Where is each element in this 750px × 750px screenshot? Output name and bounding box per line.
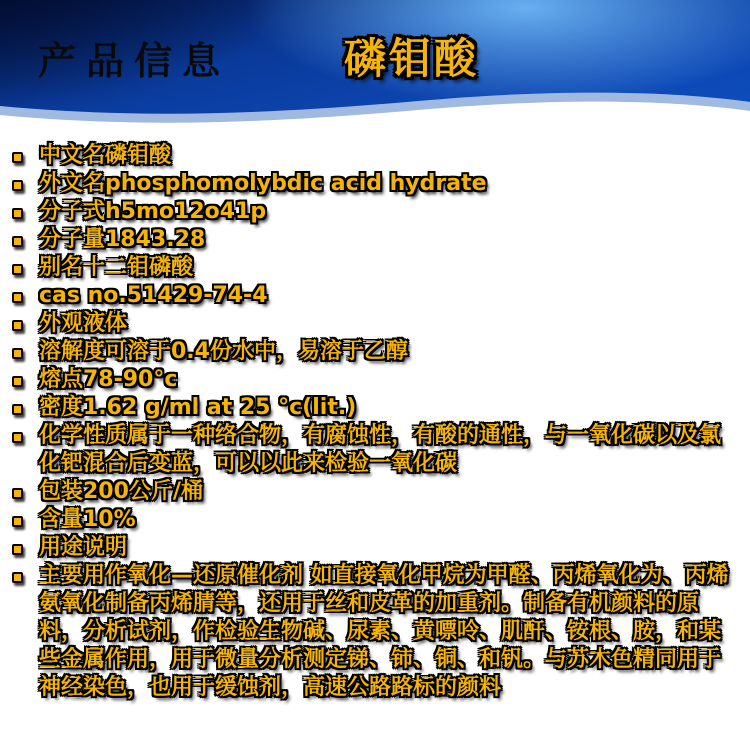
list-item xyxy=(10,226,734,254)
bullet-square-icon xyxy=(12,516,23,527)
page-title: 产品信息 xyxy=(38,39,231,83)
bullet-square-icon xyxy=(12,152,23,163)
bullet-square-icon xyxy=(12,432,23,443)
list-item-text: 化学性质属于一种络合物，有腐蚀性，有酸的通性，与一氧化碳以及氯化钯混合后变蓝，可以以此来检验一氧化碳 xyxy=(39,423,722,476)
bullet-square-icon xyxy=(12,320,23,331)
bullet-square-icon xyxy=(12,544,23,555)
list-item-text: 外文名phosphomolybdic acid hydrate xyxy=(39,171,487,196)
list-item xyxy=(10,534,734,562)
bullet-square-icon xyxy=(12,488,23,499)
list-item-text: 包装200公斤/桶 xyxy=(39,479,203,504)
wave-decoration xyxy=(0,0,750,130)
list-item xyxy=(10,282,734,310)
list-item xyxy=(10,338,734,366)
product-name-title: 磷钼酸 xyxy=(344,34,480,83)
bullet-square-icon xyxy=(12,292,23,303)
list-item-text: 分子量1843.28 xyxy=(39,227,206,252)
list-item xyxy=(10,394,734,422)
list-item-text: 含量10% xyxy=(39,507,136,532)
bullet-square-icon xyxy=(12,208,23,219)
list-item-text: cas no.51429-74-4 xyxy=(39,283,268,308)
list-item xyxy=(10,170,734,198)
list-item xyxy=(10,422,734,478)
list-item xyxy=(10,310,734,338)
bullet-square-icon xyxy=(12,348,23,359)
list-item-text: 主要用作氧化—还原催化剂 如直接氧化甲烷为甲醛、丙烯氧化为、丙烯氨氧化制备丙烯腈等，还用于丝和皮革的加重剂。制备有机颜料的原料，分析试剂，作检验生物碱、尿素、黄嘌呤、肌酐、铵根、胺，和某些金属作用，用于微量分析测定锑、铈、铜、和钒。与苏木色精同用于神经染色，也用于缓蚀剂，高速公路路标的颜料 xyxy=(39,563,729,700)
list-item xyxy=(10,254,734,282)
bullet-square-icon xyxy=(12,376,23,387)
list-item-text: 熔点78-90°c xyxy=(39,367,178,392)
list-item xyxy=(10,198,734,226)
list-item-text: 用途说明 xyxy=(39,535,128,560)
list-item-text: 密度1.62 g/ml at 25 °c(lit.) xyxy=(39,395,357,420)
list-item-text: 外观液体 xyxy=(39,311,128,336)
property-list xyxy=(10,142,734,702)
list-item xyxy=(10,142,734,170)
header-banner xyxy=(0,0,750,130)
bullet-square-icon xyxy=(12,404,23,415)
list-item-text: 分子式h5mo12o41p xyxy=(39,199,267,224)
bullet-square-icon xyxy=(12,236,23,247)
bullet-square-icon xyxy=(12,264,23,275)
list-item xyxy=(10,506,734,534)
bullet-square-icon xyxy=(12,180,23,191)
list-item xyxy=(10,562,734,702)
list-item xyxy=(10,478,734,506)
list-item-text: 溶解度可溶于0.4份水中，易溶于乙醇 xyxy=(39,339,408,364)
list-item-text: 中文名磷钼酸 xyxy=(39,143,172,168)
list-item-text: 别名十二钼磷酸 xyxy=(39,255,194,280)
list-item xyxy=(10,366,734,394)
bullet-square-icon xyxy=(12,572,23,583)
product-info-body xyxy=(0,130,750,702)
